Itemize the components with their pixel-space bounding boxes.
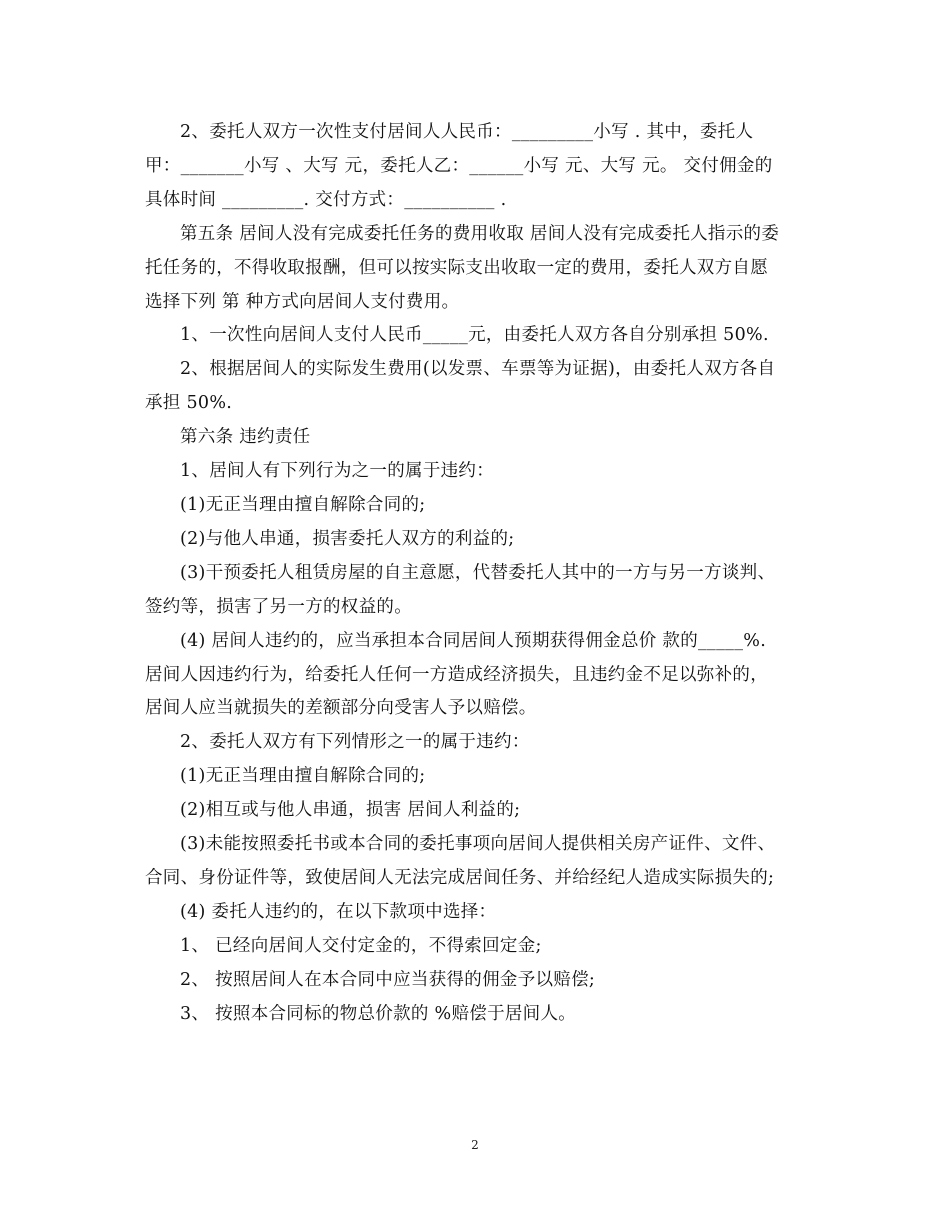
text-line: 3、 按照本合同标的物总价款的 %赔偿于居间人。	[180, 1003, 577, 1024]
text-line: 2、根据居间人的实际发生费用(以发票、车票等为证据)，由委托人双方各自	[180, 359, 776, 380]
text-line: 承担 50%.	[145, 393, 233, 414]
text-line: (2)相互或与他人串通，损害 居间人利益的;	[180, 800, 521, 821]
text-line: (3)干预委托人租赁房屋的自主意愿，代替委托人其中的一方与另一方谈判、	[180, 562, 776, 583]
text-line: (4) 委托人违约的，在以下款项中选择：	[180, 901, 497, 922]
text-line: 签约等，损害了另一方的权益的。	[145, 596, 412, 617]
text-line: (4) 居间人违约的，应当承担本合同居间人预期获得佣金总价 款的_____%.	[180, 630, 767, 651]
text-line: 合同、身份证件等，致使居间人无法完成居间任务、并给经纪人造成实际损失的;	[145, 867, 775, 888]
text-line: 2、委托人双方有下列情形之一的属于违约：	[180, 732, 530, 753]
text-line: 2、委托人双方一次性支付居间人人民币：_________小写 . 其中，委托人	[180, 122, 754, 142]
text-line: 托任务的，不得收取报酬，但可以按实际支出收取一定的费用，委托人双方自愿	[145, 257, 768, 278]
text-line: (3)未能按照委托书或本合同的委托事项向居间人提供相关房产证件、文件、	[180, 834, 776, 855]
text-line: 选择下列 第 种方式向居间人支付费用。	[145, 291, 460, 312]
text-line: 第六条 违约责任	[180, 427, 311, 448]
text-line: 具体时间 _________. 交付方式：__________ .	[145, 189, 507, 210]
text-line: (1)无正当理由擅自解除合同的;	[180, 494, 426, 515]
text-line: 1、 已经向居间人交付定金的，不得索回定金;	[180, 935, 542, 956]
text-line: 居间人应当就损失的差额部分向受害人予以赔偿。	[145, 698, 537, 719]
text-line: 2、 按照居间人在本合同中应当获得的佣金予以赔偿;	[180, 969, 596, 990]
document-body	[145, 116, 805, 1031]
page-number: 2	[471, 1138, 479, 1152]
text-line: 甲：_______小写 、大写 元，委托人乙：______小写 元、大写 元。 交付佣金的	[145, 155, 773, 176]
text-line: 1、一次性向居间人支付人民币_____元，由委托人双方各自分别承担 50%.	[180, 325, 769, 346]
text-line: 居间人因违约行为，给委托人任何一方造成经济损失，且违约金不足以弥补的，	[145, 664, 768, 685]
text-line: (2)与他人串通，损害委托人双方的利益的;	[180, 528, 515, 549]
text-line: (1)无正当理由擅自解除合同的;	[180, 766, 426, 787]
text-line: 第五条 居间人没有完成委托任务的费用收取 居间人没有完成委托人指示的委	[180, 223, 780, 244]
text-line: 1、居间人有下列行为之一的属于违约：	[180, 461, 495, 482]
